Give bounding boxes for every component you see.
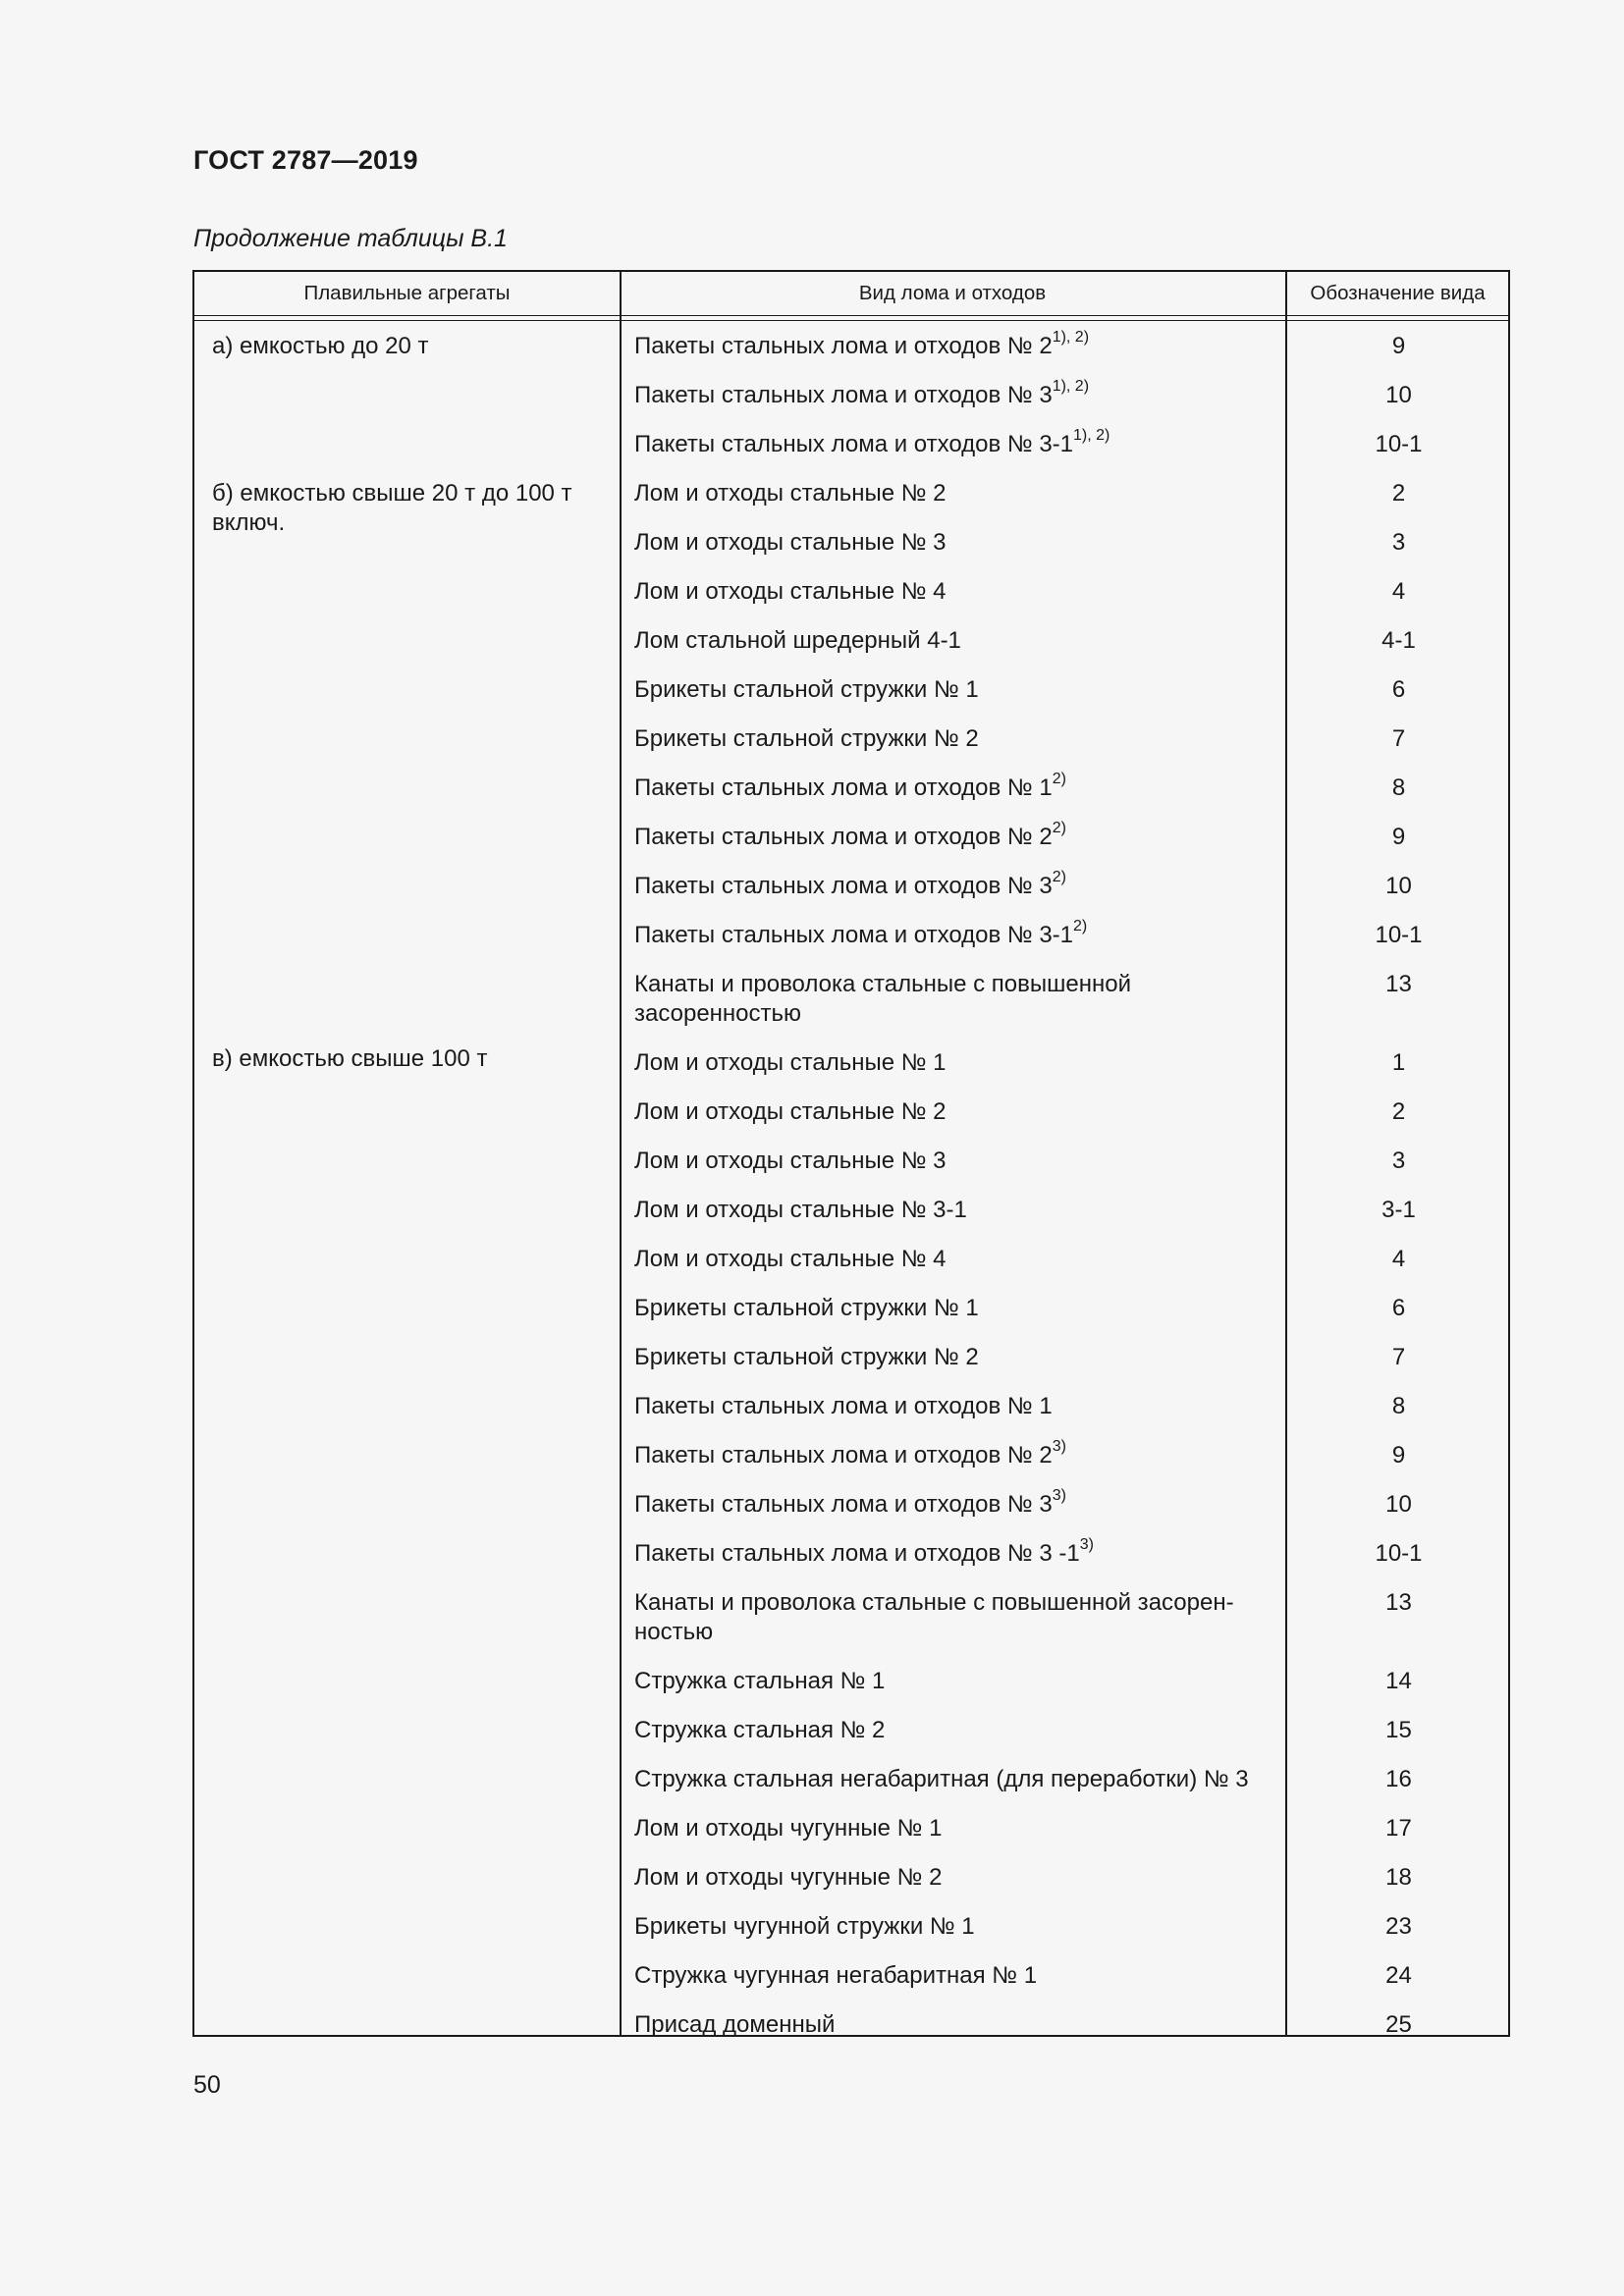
scrap-type-cell: [634, 771, 1274, 803]
scrap-type-text: Брикеты стальной стружки № 2: [634, 1344, 979, 1370]
table-row: [194, 378, 1508, 430]
designation-cell: 16: [1385, 1766, 1412, 1792]
scrap-type-text: Лом стальной шредерный 4-1: [634, 627, 961, 654]
scrap-type-cell: [634, 1048, 1274, 1078]
scrap-type-cell: [634, 1343, 1274, 1372]
designation-cell: 17: [1385, 1815, 1412, 1842]
designation-cell: 1: [1391, 1049, 1406, 1076]
table-row: [194, 1912, 1508, 1961]
table-row: [194, 1245, 1508, 1294]
table-row: [194, 1814, 1508, 1863]
scrap-type-text: Пакеты стальных лома и отходов № 2: [634, 824, 1053, 850]
table-row: [194, 820, 1508, 872]
table-row: [194, 1048, 1508, 1097]
designation-cell: 25: [1385, 2011, 1412, 2038]
designation-cell: 2: [1391, 1098, 1406, 1125]
designation-cell: 15: [1385, 1717, 1412, 1743]
group-label-up-to-20t: а) емкостью до 20 т: [212, 333, 429, 359]
header-divider: [194, 315, 1508, 321]
scrap-type-text: Лом и отходы стальные № 2: [634, 1098, 947, 1125]
scrap-type-text: Пакеты стальных лома и отходов № 3: [634, 1491, 1053, 1518]
scrap-type-cell: [634, 1438, 1274, 1470]
table-row: [194, 918, 1508, 970]
table-row: [194, 1392, 1508, 1441]
scrap-type-text: Брикеты стальной стружки № 2: [634, 725, 979, 752]
designation-cell: 2: [1391, 480, 1406, 507]
table-row: [194, 1536, 1508, 1588]
scrap-type-text: Лом и отходы стальные № 3-1: [634, 1197, 967, 1223]
designation-cell: 7: [1391, 725, 1406, 752]
scrap-type-cell: [634, 918, 1274, 950]
footnote-ref: 2): [1052, 869, 1066, 885]
table-row: [194, 724, 1508, 774]
scrap-type-text: Лом и отходы чугунные № 1: [634, 1815, 943, 1842]
designation-cell: 6: [1391, 1295, 1406, 1321]
designation-cell: 7: [1391, 1344, 1406, 1370]
designation-cell: 14: [1385, 1668, 1412, 1694]
scrap-type-cell: [634, 1814, 1274, 1843]
designation-cell: 10: [1385, 1491, 1412, 1518]
table-row: [194, 577, 1508, 626]
designation-cell: 4-1: [1381, 627, 1416, 654]
scrap-type-cell: [634, 577, 1274, 607]
designation-cell: 13: [1385, 1589, 1412, 1616]
table-row: [194, 1196, 1508, 1245]
scrap-type-text: Лом и отходы стальные № 4: [634, 578, 947, 605]
scrap-type-cell: [634, 1912, 1274, 1942]
designation-cell: 18: [1385, 1864, 1412, 1891]
designation-cell: 9: [1391, 1442, 1406, 1468]
scrap-type-text: Лом и отходы стальные № 3: [634, 1148, 947, 1174]
header-scrap-type: Вид лома и отходов: [858, 282, 1047, 304]
table-row: [194, 1438, 1508, 1490]
scrap-type-text: Лом и отходы стальные № 1: [634, 1049, 947, 1076]
scrap-type-text: Пакеты стальных лома и отходов № 3-1: [634, 922, 1074, 948]
footnote-ref: 3): [1079, 1536, 1094, 1553]
scrap-type-cell: [634, 820, 1274, 852]
page-number: 50: [193, 2071, 221, 2099]
footnote-ref: 2): [1073, 918, 1088, 934]
scrap-type-cell: [634, 528, 1274, 558]
scrap-type-text: Лом и отходы чугунные № 2: [634, 1864, 943, 1891]
table-row: [194, 1147, 1508, 1196]
scrap-type-text: Канаты и проволока стальные с повышенной засорен-ностью: [634, 1589, 1234, 1645]
designation-cell: 10-1: [1375, 922, 1423, 948]
scrap-type-text: Присад доменный: [634, 2011, 836, 2038]
footnote-ref: 3): [1052, 1438, 1066, 1455]
scrap-type-text: Брикеты чугунной стружки № 1: [634, 1913, 975, 1940]
table-row: [194, 1863, 1508, 1912]
scrap-type-cell: [634, 724, 1274, 754]
header-designation: Обозначение вида: [1310, 282, 1486, 304]
designation-cell: 4: [1391, 1246, 1406, 1272]
designation-cell: 3: [1391, 529, 1406, 556]
scrap-type-cell: [634, 1294, 1274, 1323]
scrap-type-cell: [634, 1487, 1274, 1520]
designation-cell: 10-1: [1375, 1540, 1423, 1567]
table-row: [194, 771, 1508, 823]
designation-cell: 10: [1385, 873, 1412, 899]
scrap-type-cell: [634, 378, 1274, 410]
table-row: [194, 1097, 1508, 1147]
group-label-20-to-100t: б) емкостью свыше 20 т до 100 т включ.: [212, 480, 572, 536]
table-row: [194, 1716, 1508, 1765]
scrap-type-cell: [634, 1588, 1274, 1647]
group-label-over-100t: в) емкостью свыше 100 т: [212, 1045, 488, 1072]
scrap-type-cell: [634, 1147, 1274, 1176]
scrap-type-cell: [634, 1863, 1274, 1893]
scrap-type-cell: [634, 1245, 1274, 1274]
designation-cell: 9: [1391, 333, 1406, 359]
designation-cell: 6: [1391, 676, 1406, 703]
scrap-type-text: Канаты и проволока стальные с повышенной засоренностью: [634, 971, 1132, 1027]
table-row: [194, 1765, 1508, 1814]
scrap-type-text: Лом и отходы стальные № 4: [634, 1246, 947, 1272]
table-caption: Продолжение таблицы В.1: [193, 225, 508, 252]
table-row: [194, 479, 1508, 528]
table-row: [194, 2010, 1508, 2059]
designation-cell: 24: [1385, 1962, 1412, 1989]
scrap-type-cell: [634, 1961, 1274, 1991]
scrap-type-text: Стружка стальная № 2: [634, 1717, 886, 1743]
footnote-ref: 3): [1052, 1487, 1066, 1504]
scrap-type-cell: [634, 1097, 1274, 1127]
table-row: [194, 1588, 1508, 1667]
scrap-type-text: Стружка стальная негабаритная (для переработки) № 3: [634, 1766, 1249, 1792]
scrap-type-cell: [634, 479, 1274, 508]
footnote-ref: 2): [1052, 820, 1066, 836]
footnote-ref: 1), 2): [1052, 378, 1090, 395]
table-row: [194, 1487, 1508, 1539]
designation-cell: 10: [1385, 382, 1412, 408]
table-row: [194, 1667, 1508, 1716]
designation-cell: 3-1: [1381, 1197, 1416, 1223]
scrap-type-cell: [634, 2010, 1274, 2040]
scrap-type-text: Пакеты стальных лома и отходов № 1: [634, 1393, 1053, 1419]
scrap-type-cell: [634, 1536, 1274, 1569]
scrap-type-cell: [634, 427, 1274, 459]
scrap-type-cell: [634, 626, 1274, 656]
scrap-type-text: Пакеты стальных лома и отходов № 1: [634, 774, 1053, 801]
footnote-ref: 1), 2): [1073, 427, 1110, 444]
scrap-type-text: Брикеты стальной стружки № 1: [634, 676, 979, 703]
designation-cell: 4: [1391, 578, 1406, 605]
scrap-type-cell: [634, 869, 1274, 901]
scrap-type-text: Пакеты стальных лома и отходов № 2: [634, 1442, 1053, 1468]
scrap-type-cell: [634, 1716, 1274, 1745]
scrap-type-cell: [634, 1765, 1274, 1794]
scrap-type-text: Лом и отходы стальные № 3: [634, 529, 947, 556]
designation-cell: 10-1: [1375, 431, 1423, 457]
designation-cell: 8: [1391, 774, 1406, 801]
table-row: [194, 1294, 1508, 1343]
designation-cell: 9: [1391, 824, 1406, 850]
document-title: ГОСТ 2787—2019: [193, 145, 418, 175]
footnote-ref: 2): [1052, 771, 1066, 787]
scrap-type-text: Пакеты стальных лома и отходов № 3 -1: [634, 1540, 1080, 1567]
scrap-type-text: Лом и отходы стальные № 2: [634, 480, 947, 507]
scrap-type-text: Пакеты стальных лома и отходов № 2: [634, 333, 1053, 359]
scrap-type-text: Пакеты стальных лома и отходов № 3-1: [634, 431, 1074, 457]
scrap-type-text: Пакеты стальных лома и отходов № 3: [634, 382, 1053, 408]
designation-cell: 13: [1385, 971, 1412, 997]
table-row: [194, 329, 1508, 381]
scrap-type-cell: [634, 329, 1274, 361]
table-row: [194, 427, 1508, 479]
scrap-table: [192, 270, 1510, 2037]
scrap-type-text: Пакеты стальных лома и отходов № 3: [634, 873, 1053, 899]
scrap-type-cell: [634, 1392, 1274, 1421]
table-row: [194, 626, 1508, 675]
scrap-type-text: Стружка стальная № 1: [634, 1668, 886, 1694]
scrap-type-cell: [634, 1667, 1274, 1696]
table-row: [194, 1961, 1508, 2010]
scrap-type-cell: [634, 1196, 1274, 1225]
table-row: [194, 528, 1508, 577]
header-furnaces: Плавильные агрегаты: [303, 282, 511, 304]
table-row: [194, 869, 1508, 921]
scrap-type-text: Брикеты стальной стружки № 1: [634, 1295, 979, 1321]
designation-cell: 3: [1391, 1148, 1406, 1174]
footnote-ref: 1), 2): [1052, 329, 1090, 346]
scrap-type-text: Стружка чугунная негабаритная № 1: [634, 1962, 1038, 1989]
designation-cell: 23: [1385, 1913, 1412, 1940]
scrap-type-cell: [634, 675, 1274, 705]
table-row: [194, 970, 1508, 1048]
table-row: [194, 675, 1508, 724]
designation-cell: 8: [1391, 1393, 1406, 1419]
scrap-type-cell: [634, 970, 1274, 1029]
table-row: [194, 1343, 1508, 1392]
